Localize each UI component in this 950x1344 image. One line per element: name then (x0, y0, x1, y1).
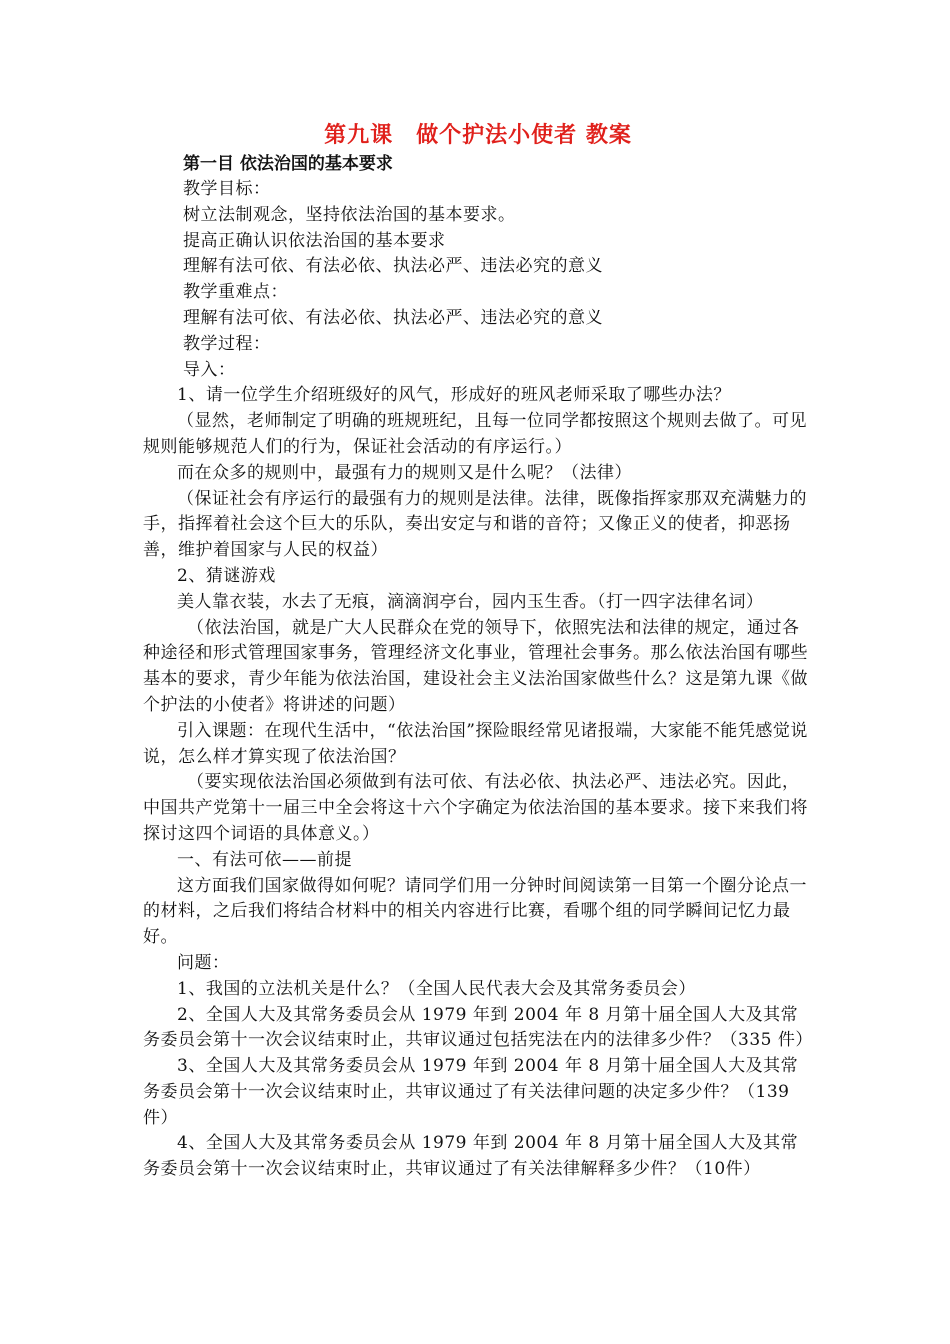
riddle-text: 美人靠衣装，水去了无痕，滴滴润亭台，园内玉生香。（打一四字法律名词） (177, 591, 764, 612)
section-title: 第一目 依法治国的基本要求 (183, 154, 393, 174)
intro-answer-2: （保证社会有序运行的最强有力的规则是法律。法律，既像指挥家那双充满魅力的手，指挥着社会这个巨大的乐队，奏出安定与和谐的音符；又像正义的使者，抑恶扬善，维护着国家与人民的权益） (143, 488, 807, 561)
questions-label: 问题： (177, 952, 230, 973)
goal-2: 提高正确认识依法治国的基本要求 (183, 230, 446, 251)
intro-label: 导入： (183, 359, 236, 380)
practice-question-4: 4、全国人大及其常务委员会从 1979 年到 2004 年 8 月第十届全国人大及其常务委员会第十一次会议结束时止，共审议通过了有关法律解释多少件？（10件） (143, 1133, 799, 1180)
topic-answer: （要实现依法治国必须做到有法可依、有法必依、执法必严、违法必究。因此，中国共产党第十一届三中全会将这十六个字确定为依法治国的基本要求。接下来我们将探讨这四个词语的具体意义。） (143, 772, 808, 844)
goal-3: 理解有法可依、有法必依、执法必严、违法必究的意义 (183, 256, 603, 277)
key-label: 教学重难点： (183, 282, 288, 303)
practice-question-3: 3、全国人大及其常务委员会从 1979 年到 2004 年 8 月第十届全国人大及其常务委员会第十一次会议结束时止，共审议通过了有关法律问题的决定多少件？（139 件） (143, 1056, 799, 1128)
topic-intro: 引入课题：在现代生活中，“依法治国”探险眼经常见诸报端，大家能不能凭感觉说说，怎么样才算实现了依法治国？ (143, 720, 808, 767)
document-title: 第九课 做个护法小使者 教案 (324, 122, 632, 148)
practice-question-2: 2、全国人大及其常务委员会从 1979 年到 2004 年 8 月第十届全国人大及其常务委员会第十一次会议结束时止，共审议通过包括宪法在内的法律多少件？（335 件） (143, 1004, 813, 1051)
part-1-text: 这方面我们国家做得如何呢？请同学们用一分钟时间阅读第一目第一个圈分论点一的材料，之后我们将结合材料中的相关内容进行比赛，看哪个组的同学瞬间记忆力最好。 (143, 875, 807, 948)
intro-question-1: 1、请一位学生介绍班级好的风气，形成好的班风老师采取了哪些办法？ (177, 385, 731, 406)
key-1: 理解有法可依、有法必依、执法必严、违法必究的意义 (183, 307, 603, 328)
practice-question-1: 1、我国的立法机关是什么？（全国人民代表大会及其常务委员会） (177, 978, 696, 999)
goal-label: 教学目标： (183, 179, 271, 199)
document-page (143, 120, 813, 1183)
riddle-answer: （依法治国，就是广大人民群众在党的领导下，依照宪法和法律的规定，通过各种途径和形式管理国家事务，管理经济文化事业，管理社会事务。那么依法治国有哪些基本的要求，青少年能为依法治国，建设社会主义法治国家做些什么？这是第九课《做个护法的小使者》将讲述的问题） (143, 617, 808, 715)
riddle-game-label: 2、猜谜游戏 (177, 565, 276, 586)
goal-1: 树立法制观念，坚持依法治国的基本要求。 (183, 204, 516, 225)
part-1-heading: 一、有法可依——前提 (177, 849, 352, 870)
intro-answer-1: （显然，老师制定了明确的班规班纪，且每一位同学都按照这个规则去做了。可见规则能够规范人们的行为，保证社会活动的有序运行。） (143, 411, 807, 457)
intro-question-2: 而在众多的规则中，最强有力的规则又是什么呢？（法律） (177, 462, 632, 483)
process-label: 教学过程： (183, 333, 271, 354)
